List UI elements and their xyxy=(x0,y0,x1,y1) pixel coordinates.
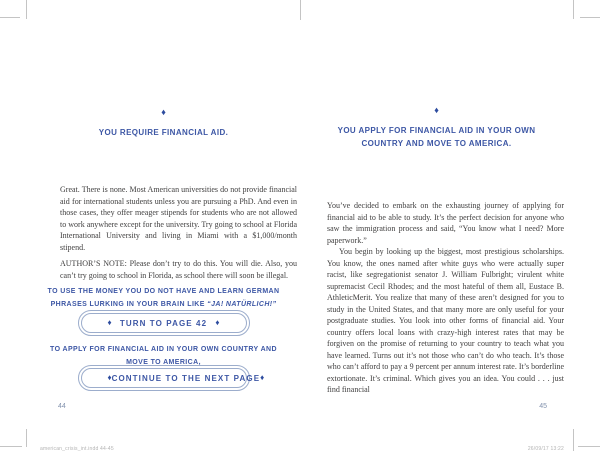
right-body-text xyxy=(327,200,564,396)
continue-next-page-button-inner xyxy=(81,368,265,388)
crop-mark-top-left-v xyxy=(26,0,27,19)
right-page-title-text: YOU APPLY FOR FINANCIAL AID IN YOUR OWN COUNTRY AND MOVE TO AMERICA. xyxy=(337,126,536,148)
crop-mark-top-left-h xyxy=(0,17,20,18)
crop-mark-top-right-v xyxy=(573,0,574,19)
section-diamond-icon: ♦ xyxy=(161,107,166,117)
choice1-label-text: TO USE THE MONEY YOU DO NOT HAVE AND LEARN GERMAN PHRASES LURKING IN YOUR BRAIN LIKE xyxy=(47,288,280,308)
diamond-icon: ♦ xyxy=(260,373,265,382)
turn-to-page-42-button-inner xyxy=(81,313,247,333)
timestamp-slug: 26/09/17 13:22 xyxy=(527,446,564,452)
page-number-45: 45 xyxy=(539,403,547,410)
diamond-icon: ♦ xyxy=(215,318,220,327)
left-page-title: YOU REQUIRE FINANCIAL AID. xyxy=(98,128,229,137)
turn-to-page-42-button[interactable] xyxy=(78,310,250,336)
page-number-44: 44 xyxy=(58,403,66,410)
choice1-label-italic: “JA! NATÜRLICH!” xyxy=(207,300,277,308)
section-diamond-icon: ♦ xyxy=(434,105,439,115)
left-body-text: Great. There is none. Most American universities do not provide financial aid for international students unless you are pursuing a PhD. And even in those cases, they offer meager stipends for students who are not allowed to work anywhere except for the university. Try going to school at Florida International University and living in Miami with a $1,000/month stipend. xyxy=(60,185,297,252)
page-right xyxy=(300,18,573,445)
continue-next-page-button[interactable] xyxy=(78,365,265,391)
right-page-title xyxy=(300,124,573,150)
right-paragraph-1: You’ve decided to embark on the exhausting journey of applying for financial aid to be able to study. It’s the perfect decision for anyone who saw the immigration process and said, “You know what I need? More paperwork.” xyxy=(327,201,564,245)
crop-mark-top-right-h xyxy=(580,17,600,18)
crop-mark-top-center xyxy=(300,0,301,20)
right-paragraph-2: You begin by looking up the biggest, most prestigious scholarships. You know, the ones named after white guys who were actually super racist, like segregationist senator J. William Fulbright; virulent white supremacist Cecil Rhodes; and the most hateful of them all, Eustace B. AthleticMerit. You realize that many of these aren’t designed for you to study in the United States, and that many more are only useful for your postgraduate studies. You look into other forms of financial aid. Your country offers local loans with crazy-high interest rates that may be forgiven on the promise of returning to your country to teach what you have learned. Turns out it’s not those who can’t do who teach. It’s those who can’t afford to pay a 9 percent per annum interest rate. It’s borderline extortionate. It’s criminal. Which gives you an idea. You could . . . just find financial xyxy=(327,247,564,394)
continue-next-page-label: CONTINUE TO THE NEXT PAGE xyxy=(111,373,261,383)
turn-to-page-42-label: TURN TO PAGE 42 xyxy=(119,318,208,328)
authors-note: AUTHOR’S NOTE: Please don’t try to do this. You will die. Also, you can’t try going to school in Florida, as school there will soon be illegal. xyxy=(60,259,297,280)
crop-mark-bottom-left-h xyxy=(0,446,22,447)
file-slug: american_crisis_int.indd 44-45 xyxy=(40,446,114,452)
choice1-label xyxy=(44,286,284,311)
choice2-label: TO APPLY FOR FINANCIAL AID IN YOUR OWN COUNTRY AND MOVE TO AMERICA, xyxy=(50,346,277,366)
page-left xyxy=(27,18,300,445)
diamond-icon: ♦ xyxy=(107,318,112,327)
crop-mark-bottom-right-v xyxy=(573,429,574,451)
crop-mark-bottom-right-h xyxy=(578,446,600,447)
diamond-icon: ♦ xyxy=(107,373,112,382)
